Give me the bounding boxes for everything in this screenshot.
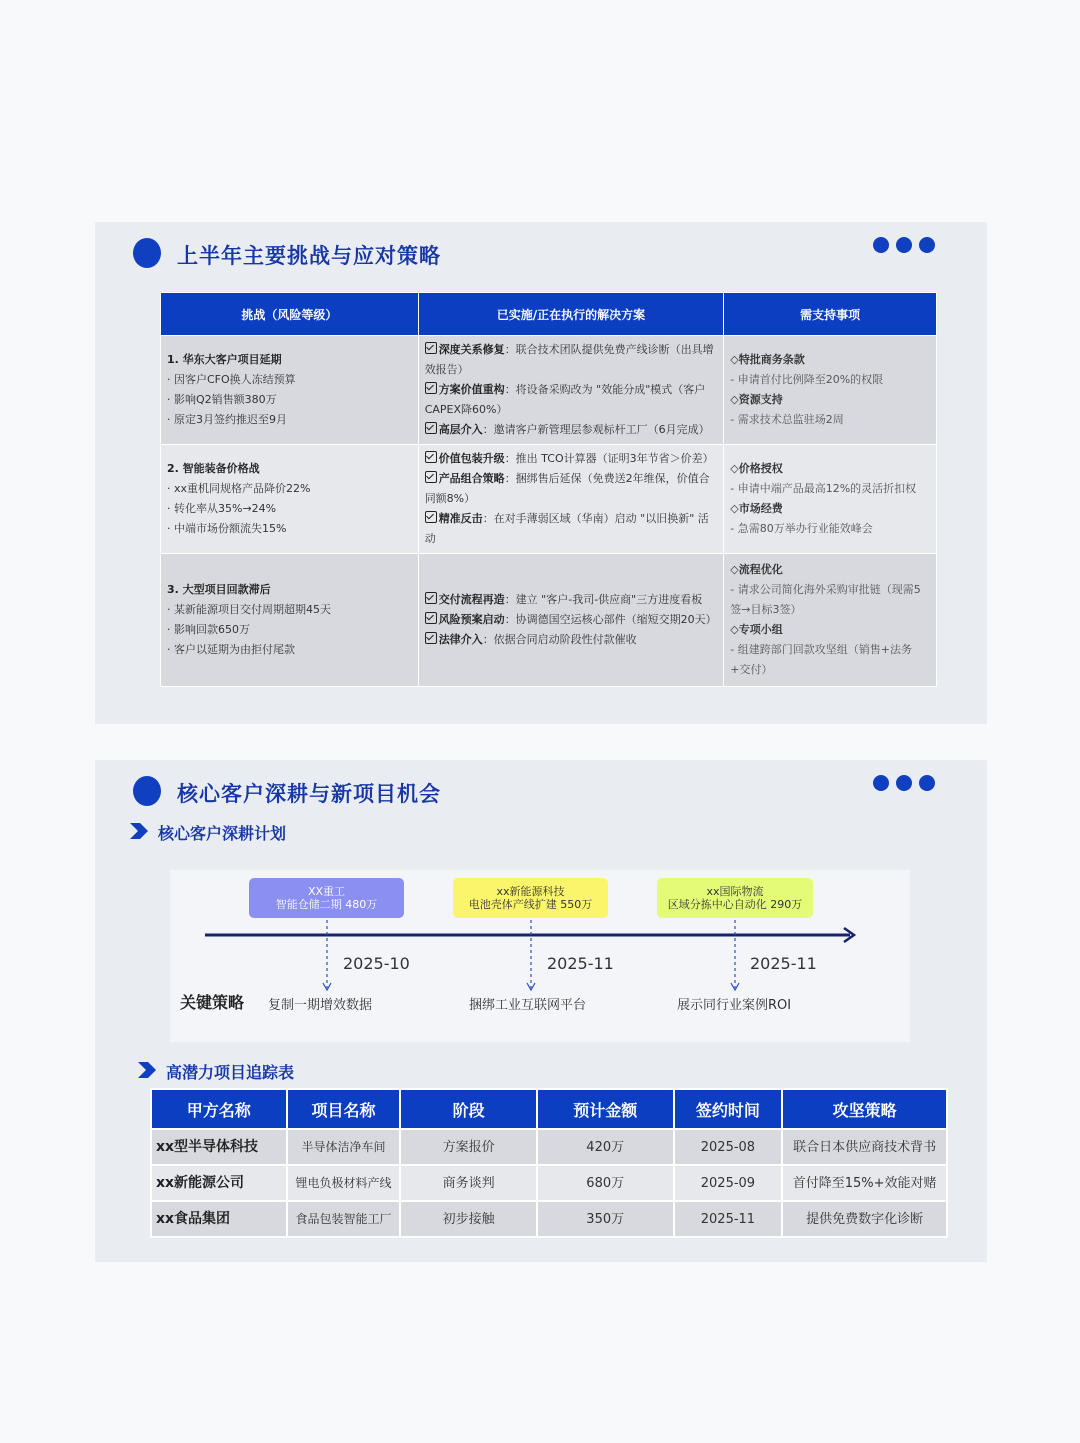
- table-cell: 680万: [537, 1165, 674, 1201]
- chevron-right-icon: [128, 821, 150, 841]
- challenge-table: [160, 292, 937, 687]
- table-header-row: [161, 293, 937, 336]
- solution-label: 精准反击: [438, 512, 483, 525]
- solution-item: [425, 590, 718, 610]
- table-cell: 2025-09: [674, 1165, 783, 1201]
- support-head: ◇资源支持: [730, 393, 783, 406]
- chevron-right-icon: [136, 1060, 158, 1080]
- table-cell: xx食品集团: [151, 1201, 287, 1237]
- table-cell: 方案报价: [400, 1129, 537, 1165]
- support-head: ◇专项小组: [730, 623, 783, 636]
- table-cell: 商务谈判: [400, 1165, 537, 1201]
- column-header: 签约时间: [674, 1089, 783, 1129]
- table-row: [161, 445, 937, 554]
- key-strategy-label: 关键策略: [180, 993, 245, 1012]
- table-row: [161, 336, 937, 445]
- challenge-item: · 影响Q2销售额380万: [167, 393, 277, 406]
- table-cell: 锂电负极材料产线: [287, 1165, 401, 1201]
- table-row: [151, 1129, 947, 1165]
- support-head: ◇特批商务条款: [730, 353, 805, 366]
- table-cell: 初步接触: [400, 1201, 537, 1237]
- solution-label: 产品组合策略: [438, 472, 505, 485]
- timeline-date: 2025-10: [343, 954, 410, 973]
- solution-cell: [418, 445, 724, 554]
- challenge-item: · 因客户CFO换人冻结预算: [167, 373, 296, 386]
- challenge-item: · 客户以延期为由拒付尾款: [167, 643, 295, 656]
- support-cell: [724, 554, 937, 687]
- challenge-cell: [161, 554, 419, 687]
- solution-text: ：协调德国空运核心部件（缩短交期20天）: [504, 613, 717, 626]
- challenge-cell: [161, 445, 419, 554]
- timeline-tag: XX重工 智能仓储二期 480万: [249, 878, 404, 918]
- challenge-item: · 某新能源项目交付周期超期45天: [167, 603, 331, 616]
- solution-item: [425, 449, 718, 469]
- section-subtitle: 核心客户深耕计划: [158, 824, 287, 843]
- support-head: ◇流程优化: [730, 563, 783, 576]
- challenge-item: · xx重机同规格产品降价22%: [167, 482, 311, 495]
- checkbox-checked-icon: [425, 632, 437, 644]
- support-detail: - 急需80万举办行业能效峰会: [730, 522, 873, 535]
- solution-item: [425, 610, 718, 630]
- table-row: [151, 1201, 947, 1237]
- column-header: 项目名称: [287, 1089, 401, 1129]
- challenge-title: 3. 大型项目回款滞后: [167, 583, 271, 596]
- checkbox-checked-icon: [425, 342, 437, 354]
- checkbox-checked-icon: [425, 511, 437, 523]
- timeline-tag: xx新能源科技 电池壳体产线扩建 550万: [453, 878, 608, 918]
- support-cell: [724, 445, 937, 554]
- solution-text: ：将设备采购改为 "效能分成"模式（客户CAPEX降60%）: [424, 383, 706, 416]
- solution-item: [425, 420, 718, 440]
- table-cell: 2025-11: [674, 1201, 783, 1237]
- solution-label: 高层介入: [438, 423, 483, 436]
- challenge-item: · 原定3月签约推迟至9月: [167, 413, 287, 426]
- solution-text: ：推出 TCO计算器（证明3年节省＞价差）: [504, 452, 714, 465]
- column-header: 需支持事项: [724, 293, 937, 336]
- checkbox-checked-icon: [425, 592, 437, 604]
- challenge-item: · 影响回款650万: [167, 623, 250, 636]
- timeline-date: 2025-11: [547, 954, 614, 973]
- support-detail: - 组建跨部门回款攻坚组（销售+法务+交付）: [730, 643, 912, 676]
- solution-label: 交付流程再造: [438, 593, 505, 606]
- table-cell: 2025-08: [674, 1129, 783, 1165]
- solution-text: ：在对手薄弱区域（华南）启动 "以旧换新" 活动: [424, 512, 709, 545]
- solution-cell: [418, 336, 724, 445]
- decorative-dots-icon: [873, 775, 935, 791]
- table-row: [151, 1165, 947, 1201]
- table-cell: 350万: [537, 1201, 674, 1237]
- solution-text: ：联合技术团队提供免费产线诊断（出具增效报告）: [424, 343, 714, 376]
- solution-item: [425, 340, 718, 380]
- solution-label: 价值包装升级: [438, 452, 505, 465]
- solution-item: [425, 380, 718, 420]
- timeline-strategy: 展示同行业案例ROI: [677, 998, 792, 1013]
- timeline-strategy: 捆绑工业互联网平台: [469, 998, 587, 1013]
- table-row: [161, 554, 937, 687]
- support-head: ◇价格授权: [730, 462, 783, 475]
- table-cell: 联合日本供应商技术背书: [782, 1129, 947, 1165]
- table-cell: 首付降至15%+效能对赌: [782, 1165, 947, 1201]
- table-cell: 提供免费数字化诊断: [782, 1201, 947, 1237]
- slide-title: 核心客户深耕与新项目机会: [177, 782, 441, 806]
- table-cell: 420万: [537, 1129, 674, 1165]
- section-subtitle: 高潜力项目追踪表: [166, 1063, 295, 1082]
- column-header: 已实施/正在执行的解决方案: [418, 293, 724, 336]
- challenge-item: · 中端市场份额流失15%: [167, 522, 287, 535]
- solution-item: [425, 630, 718, 650]
- support-cell: [724, 336, 937, 445]
- challenge-title: 1. 华东大客户项目延期: [167, 353, 282, 366]
- solution-item: [425, 469, 718, 509]
- column-header: 阶段: [400, 1089, 537, 1129]
- slide-title: 上半年主要挑战与应对策略: [177, 244, 441, 268]
- support-detail: - 请求公司简化海外采购审批链（现需5签→目标3签）: [730, 583, 921, 616]
- checkbox-checked-icon: [425, 422, 437, 434]
- column-header: 甲方名称: [151, 1089, 287, 1129]
- column-header: 预计金额: [537, 1089, 674, 1129]
- solution-text: ：建立 "客户-我司-供应商"三方进度看板: [504, 593, 703, 606]
- checkbox-checked-icon: [425, 471, 437, 483]
- timeline-tag: xx国际物流 区域分拣中心自动化 290万: [657, 878, 813, 918]
- solution-label: 方案价值重构: [438, 383, 505, 396]
- challenge-cell: [161, 336, 419, 445]
- decorative-dots-icon: [873, 237, 935, 253]
- solution-item: [425, 509, 718, 549]
- timeline-date: 2025-11: [750, 954, 817, 973]
- title-bullet-icon: [133, 776, 161, 806]
- title-bullet-icon: [133, 238, 161, 268]
- checkbox-checked-icon: [425, 451, 437, 463]
- support-detail: - 申请首付比例降至20%的权限: [730, 373, 884, 386]
- checkbox-checked-icon: [425, 382, 437, 394]
- table-cell: 半导体洁净车间: [287, 1129, 401, 1165]
- checkbox-checked-icon: [425, 612, 437, 624]
- support-detail: - 需求技术总监驻场2周: [730, 413, 844, 426]
- solution-text: ：依据合同启动阶段性付款催收: [482, 633, 637, 646]
- project-tracking-table: [150, 1088, 948, 1238]
- challenge-item: · 转化率从35%→24%: [167, 502, 277, 515]
- table-cell: xx型半导体科技: [151, 1129, 287, 1165]
- support-detail: - 申请中端产品最高12%的灵活折扣权: [730, 482, 917, 495]
- slide-challenges: [95, 222, 987, 724]
- challenge-title: 2. 智能装备价格战: [167, 462, 260, 475]
- support-head: ◇市场经费: [730, 502, 783, 515]
- column-header: 攻坚策略: [782, 1089, 947, 1129]
- solution-label: 风险预案启动: [438, 613, 505, 626]
- table-cell: 食品包装智能工厂: [287, 1201, 401, 1237]
- solution-label: 法律介入: [438, 633, 483, 646]
- solution-label: 深度关系修复: [438, 343, 505, 356]
- customer-timeline: [170, 870, 910, 1042]
- table-header-row: [151, 1089, 947, 1129]
- column-header: 挑战（风险等级）: [161, 293, 419, 336]
- timeline-strategy: 复制一期增效数据: [268, 998, 373, 1013]
- table-cell: xx新能源公司: [151, 1165, 287, 1201]
- slide-opportunities: [95, 760, 987, 1262]
- solution-text: ：捆绑售后延保（免费送2年维保，价值合同额8%）: [424, 472, 710, 505]
- solution-cell: [418, 554, 724, 687]
- solution-text: ：邀请客户新管理层参观标杆工厂（6月完成）: [482, 423, 710, 436]
